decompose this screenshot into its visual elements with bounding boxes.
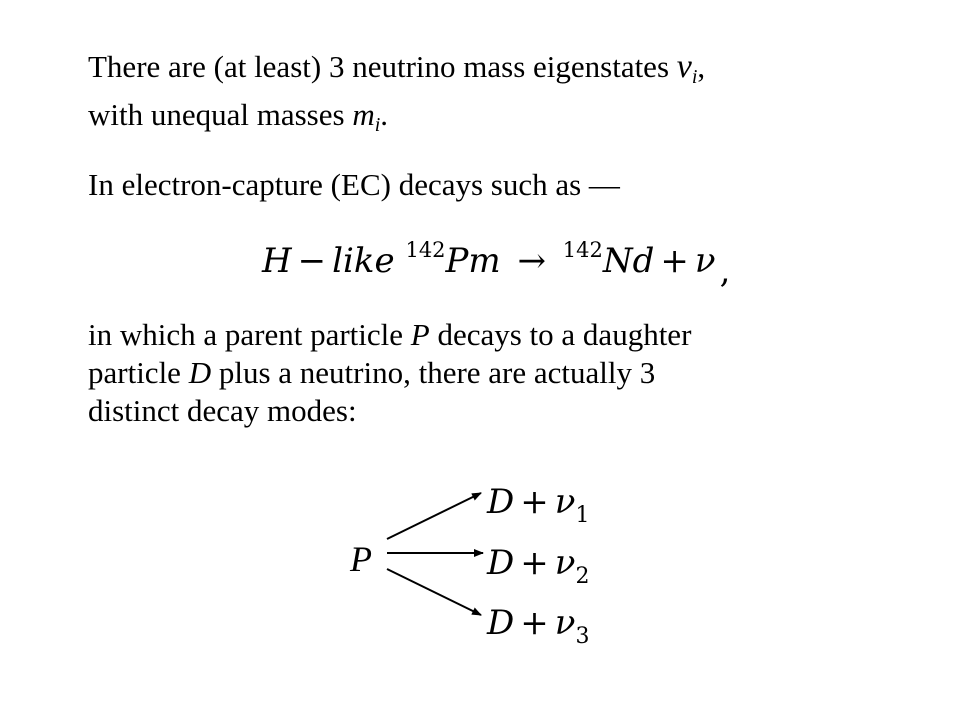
daughter-symbol: D — [188, 355, 212, 390]
intro-line-1-text: There are (at least) 3 neutrino mass eigenstates — [88, 49, 677, 84]
description-line-1-end: decays to a daughter — [429, 317, 692, 352]
mode-3-daughter: D — [487, 603, 515, 643]
daughter-nucleus: Nd — [602, 241, 655, 281]
decay-mode-2 — [487, 543, 589, 589]
mode-1-neutrino: ν — [554, 482, 576, 522]
mode-3-neutrino: ν — [554, 603, 576, 643]
mode-2-index: 2 — [575, 564, 590, 589]
mode-1-plus: + — [520, 482, 549, 522]
mass-symbol: m — [352, 97, 375, 132]
intro-line-2-text: with unequal masses — [88, 97, 353, 132]
intro-line-1-end: , — [697, 49, 706, 84]
decay-mode-1 — [487, 482, 589, 528]
reaction-plus: + — [660, 241, 689, 281]
mode-2-plus: + — [520, 543, 549, 583]
eigenstate-index: i — [691, 66, 698, 88]
ec-intro-text: In electron-capture (EC) decays such as — — [88, 167, 620, 202]
reaction-comma: , — [719, 251, 731, 291]
mode-2-daughter: D — [487, 543, 515, 583]
mass-index: i — [374, 114, 381, 136]
parent-symbol: P — [410, 317, 430, 352]
decay-mode-3 — [487, 603, 589, 649]
daughter-mass-number: 142 — [562, 238, 603, 262]
mode-3-plus: + — [520, 603, 549, 643]
parent-mass-number: 142 — [405, 238, 446, 262]
mode-2-neutrino: ν — [554, 543, 576, 583]
mode-1-daughter: D — [487, 482, 515, 522]
parent-nucleus: Pm — [445, 241, 501, 281]
description-line-2-start: particle — [88, 355, 189, 390]
reaction-arrow: → — [517, 241, 546, 281]
diagram-parent-label: P — [350, 539, 372, 579]
intro-line-2-end: . — [380, 97, 389, 132]
description-line-2-end: plus a neutrino, there are actually 3 — [211, 355, 656, 390]
reaction-minus: − — [297, 241, 327, 281]
description-line-1-start: in which a parent particle — [88, 317, 411, 352]
reaction-neutrino: ν — [694, 241, 716, 281]
mode-3-index: 3 — [575, 624, 590, 649]
reaction-like: like — [332, 241, 395, 281]
mode-1-index: 1 — [575, 503, 590, 528]
reaction-prefix: H — [262, 241, 292, 281]
decay-arrow-1 — [387, 493, 481, 539]
neutrino-symbol: ν — [676, 48, 692, 85]
description-line-3: distinct decay modes: — [88, 393, 357, 428]
decay-arrow-3 — [387, 569, 481, 615]
